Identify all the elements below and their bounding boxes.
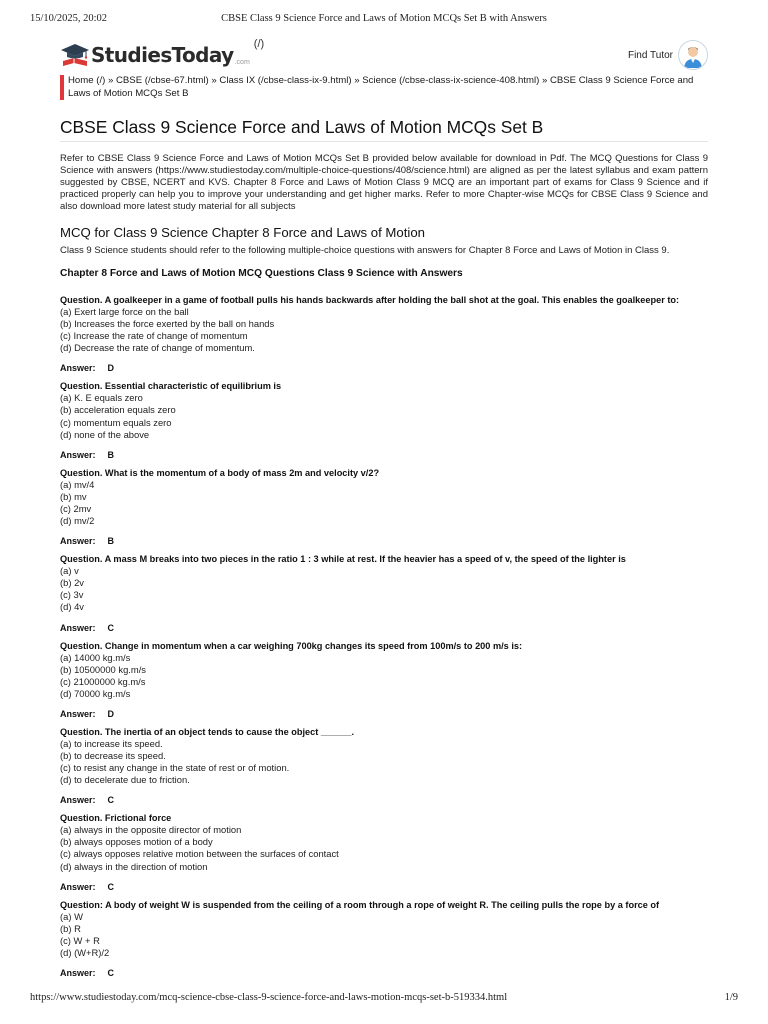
answer-line bbox=[60, 967, 708, 979]
questions-sub-heading: Chapter 8 Force and Laws of Motion MCQ Questions Class 9 Science with Answers bbox=[60, 268, 463, 279]
option-a: (a) K. E equals zero bbox=[60, 392, 143, 404]
question-block bbox=[60, 380, 708, 460]
option-a: (a) to increase its speed. bbox=[60, 737, 163, 749]
answer-label: Answer: bbox=[60, 795, 96, 806]
site-logo[interactable] bbox=[60, 40, 264, 70]
answer-label: Answer: bbox=[60, 363, 96, 374]
print-header bbox=[30, 13, 738, 27]
option-a: (a) v bbox=[60, 565, 79, 577]
question-text: Question. What is the momentum of a body of mass 2m and velocity v/2? bbox=[60, 467, 380, 478]
option-a: (a) mv/4 bbox=[60, 478, 95, 490]
option-d: (d) none of the above bbox=[60, 428, 150, 440]
question-block bbox=[60, 553, 708, 633]
question-text: Question. Change in momentum when a car weighing 700kg changes its speed from 100m/s to 200 m/s is: bbox=[60, 640, 523, 651]
option-d: (d) mv/2 bbox=[60, 515, 95, 527]
question-list bbox=[60, 294, 708, 985]
page-title: CBSE Class 9 Science Force and Laws of Motion MCQs Set B bbox=[60, 117, 544, 137]
answer-line bbox=[60, 535, 708, 547]
question-block bbox=[60, 812, 708, 892]
breadcrumb[interactable]: Home (/) » CBSE (/cbse-67.html) » Class IX (/cbse-class-ix-9.html) » Science (/cbse-class-ix-science-408.html) » CBSE Class 9 Science Force and Laws of Motion MCQs Set B bbox=[60, 75, 718, 100]
question-block bbox=[60, 467, 708, 547]
answer-label: Answer: bbox=[60, 881, 96, 892]
answer-line bbox=[60, 449, 708, 461]
option-c: (c) Increase the rate of change of momentum bbox=[60, 330, 248, 342]
option-b: (b) R bbox=[60, 922, 81, 934]
tutor-avatar-icon bbox=[678, 40, 708, 70]
option-d: (d) 70000 kg.m/s bbox=[60, 687, 131, 699]
question-text: Question. Essential characteristic of equilibrium is bbox=[60, 381, 282, 392]
page-number: 1/9 bbox=[724, 992, 738, 1003]
option-c: (c) 2mv bbox=[60, 502, 92, 514]
graduation-cap-icon bbox=[60, 41, 90, 69]
section-description: Class 9 Science students should refer to the following multiple-choice questions with answers for Chapter 8 Force and Laws of Motion in Class 9. bbox=[60, 245, 670, 256]
answer-label: Answer: bbox=[60, 968, 96, 978]
answer-label: Answer: bbox=[60, 622, 96, 633]
option-b: (b) mv bbox=[60, 490, 87, 502]
intro-paragraph: Refer to CBSE Class 9 Science Force and Laws of Motion MCQs Set B provided below available for download in Pdf. The MCQ Questions for Class 9 Science with answers (https://www.studiestoday.com/multiple-choice-questions/408/science.html) are aligned as per the latest syllabus and exam pattern suggested by CBSE, NCERT and KVS. Chapter 8 Force and Laws of Motion Class 9 MCQ are an important part of exams for Class 9 Science and if practiced properly can help you to improve your understanding and get higher marks. Refer to more Chapter-wise MCQs for CBSE Class 9 Science and also download more latest study material for all subjects bbox=[60, 153, 708, 212]
option-c: (c) 3v bbox=[60, 589, 84, 601]
answer-value: B bbox=[107, 449, 115, 460]
option-a: (a) Exert large force on the ball bbox=[60, 306, 189, 317]
question-block bbox=[60, 640, 708, 720]
answer-value: B bbox=[107, 536, 115, 547]
option-c: (c) to resist any change in the state of rest or of motion. bbox=[60, 762, 290, 774]
answer-line bbox=[60, 622, 708, 634]
option-b: (b) Increases the force exerted by the ball on hands bbox=[60, 318, 275, 330]
option-d: (d) Decrease the rate of change of momentum. bbox=[60, 342, 255, 354]
answer-label: Answer: bbox=[60, 536, 96, 547]
option-c: (c) W + R bbox=[60, 934, 100, 946]
option-d: (d) 4v bbox=[60, 601, 84, 613]
answer-value: C bbox=[107, 968, 115, 978]
option-a: (a) W bbox=[60, 910, 83, 922]
site-header bbox=[60, 38, 708, 72]
find-tutor-label: Find Tutor bbox=[627, 49, 673, 61]
answer-value: C bbox=[107, 795, 115, 806]
question-text: Question. A mass M breaks into two pieces in the ratio 1 : 3 while at rest. If the heavier has a speed of v, the speed of the lighter is bbox=[60, 554, 626, 565]
question-text: Question. Frictional force bbox=[60, 813, 172, 824]
print-doc-title: CBSE Class 9 Science Force and Laws of Motion MCQs Set B with Answers bbox=[221, 13, 547, 24]
section-heading: MCQ for Class 9 Science Chapter 8 Force and Laws of Motion bbox=[60, 225, 426, 240]
logo-suffix: .com bbox=[234, 59, 250, 66]
answer-value: C bbox=[107, 881, 115, 892]
option-b: (b) always opposes motion of a body bbox=[60, 836, 213, 848]
answer-line bbox=[60, 794, 708, 806]
print-footer bbox=[30, 992, 738, 1006]
option-c: (c) always opposes relative motion between the surfaces of contact bbox=[60, 848, 339, 860]
option-b: (b) 10500000 kg.m/s bbox=[60, 663, 146, 675]
option-b: (b) acceleration equals zero bbox=[60, 404, 176, 416]
option-b: (b) to decrease its speed. bbox=[60, 749, 166, 761]
question-block bbox=[60, 726, 708, 806]
logo-link[interactable]: (/) bbox=[253, 38, 265, 50]
option-d: (d) always in the direction of motion bbox=[60, 860, 208, 872]
question-text: Question: A body of weight W is suspended from the ceiling of a room through a rope of weight R. The ceiling pulls the rope by a force of bbox=[60, 899, 660, 910]
find-tutor-button[interactable] bbox=[628, 40, 708, 70]
answer-line bbox=[60, 708, 708, 720]
option-c: (c) 21000000 kg.m/s bbox=[60, 675, 146, 687]
answer-label: Answer: bbox=[60, 449, 96, 460]
print-url: https://www.studiestoday.com/mcq-science-cbse-class-9-science-force-and-laws-motion-mcqs-set-b-519334.html bbox=[30, 992, 508, 1003]
answer-line bbox=[60, 362, 708, 374]
question-block bbox=[60, 294, 708, 374]
question-block bbox=[60, 899, 708, 979]
question-text: Question. The inertia of an object tends to cause the object ______. bbox=[60, 726, 355, 737]
option-a: (a) always in the opposite director of motion bbox=[60, 824, 242, 836]
logo-text: StudiesToday bbox=[91, 43, 234, 67]
option-c: (c) momentum equals zero bbox=[60, 416, 172, 428]
title-divider bbox=[60, 141, 708, 142]
answer-line bbox=[60, 881, 708, 893]
answer-label: Answer: bbox=[60, 708, 96, 719]
answer-value: C bbox=[107, 622, 115, 633]
option-a: (a) 14000 kg.m/s bbox=[60, 651, 131, 663]
print-datetime: 15/10/2025, 20:02 bbox=[30, 13, 108, 24]
answer-value: D bbox=[107, 363, 115, 374]
option-d: (d) to decelerate due to friction. bbox=[60, 774, 190, 786]
question-text: Question. A goalkeeper in a game of football pulls his hands backwards after holding the ball shot at the goal. This enables the goalkeeper to: bbox=[60, 295, 680, 305]
answer-value: D bbox=[107, 708, 115, 719]
option-d: (d) (W+R)/2 bbox=[60, 946, 110, 958]
option-b: (b) 2v bbox=[60, 577, 84, 589]
